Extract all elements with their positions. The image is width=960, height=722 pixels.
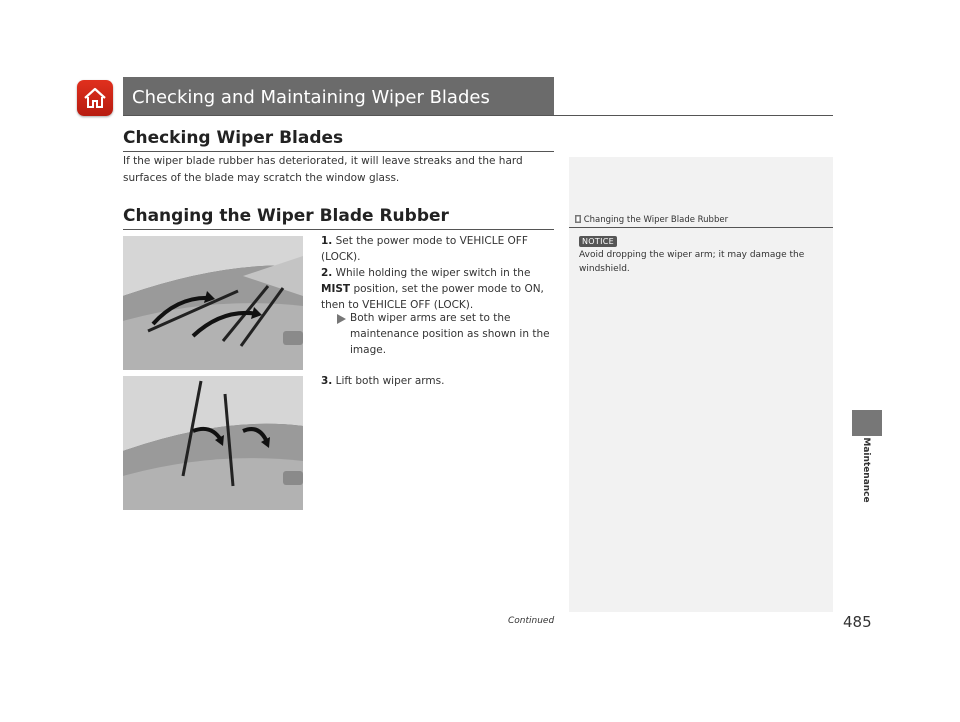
side-note-panel xyxy=(569,157,833,612)
chapter-tab[interactable] xyxy=(852,410,882,436)
chapter-label: Maintenance xyxy=(861,437,871,503)
section-title: Checking and Maintaining Wiper Blades xyxy=(132,87,490,108)
step-3 xyxy=(321,373,541,389)
step-1-text: Set the power mode to VEHICLE OFF (LOCK). xyxy=(321,235,528,263)
home-button[interactable] xyxy=(77,80,113,116)
changing-heading: Changing the Wiper Blade Rubber xyxy=(123,206,449,226)
side-note-title xyxy=(575,215,728,225)
step-3-number: 3. xyxy=(321,375,333,387)
section-title-bar xyxy=(123,77,554,115)
notice-badge: NOTICE xyxy=(579,236,617,247)
step-2 xyxy=(321,265,553,313)
changing-heading-rule xyxy=(123,229,554,230)
wiper-photo-normal xyxy=(123,236,303,370)
checking-heading: Checking Wiper Blades xyxy=(123,128,344,148)
step-1-number: 1. xyxy=(321,235,333,247)
note-marker-icon xyxy=(575,215,581,223)
home-icon xyxy=(83,86,107,110)
step-2-number: 2. xyxy=(321,267,333,279)
header-rule xyxy=(123,115,833,116)
step-2-text-post: position, set the power mode to ON, then to VEHICLE OFF (LOCK). xyxy=(321,283,544,311)
checking-heading-rule xyxy=(123,151,554,152)
step-2-mist: MIST xyxy=(321,283,351,295)
side-note-title-text: Changing the Wiper Blade Rubber xyxy=(583,215,729,225)
side-note-rule xyxy=(569,227,833,228)
step-2-text-pre: While holding the wiper switch in the xyxy=(335,267,531,279)
notice-text: Avoid dropping the wiper arm; it may damage the windshield. xyxy=(579,250,805,274)
continued-label: Continued xyxy=(508,616,555,626)
step-3-text: Lift both wiper arms. xyxy=(335,375,445,387)
step-1 xyxy=(321,233,541,265)
page-number: 485 xyxy=(843,613,872,631)
step-2-result: Both wiper arms are set to the maintenance position as shown in the image. xyxy=(350,312,550,356)
wiper-photo-lifted xyxy=(123,376,303,510)
checking-paragraph: If the wiper blade rubber has deteriorated, it will leave streaks and the hard surfaces of the blade may scratch the window glass. xyxy=(123,155,523,184)
